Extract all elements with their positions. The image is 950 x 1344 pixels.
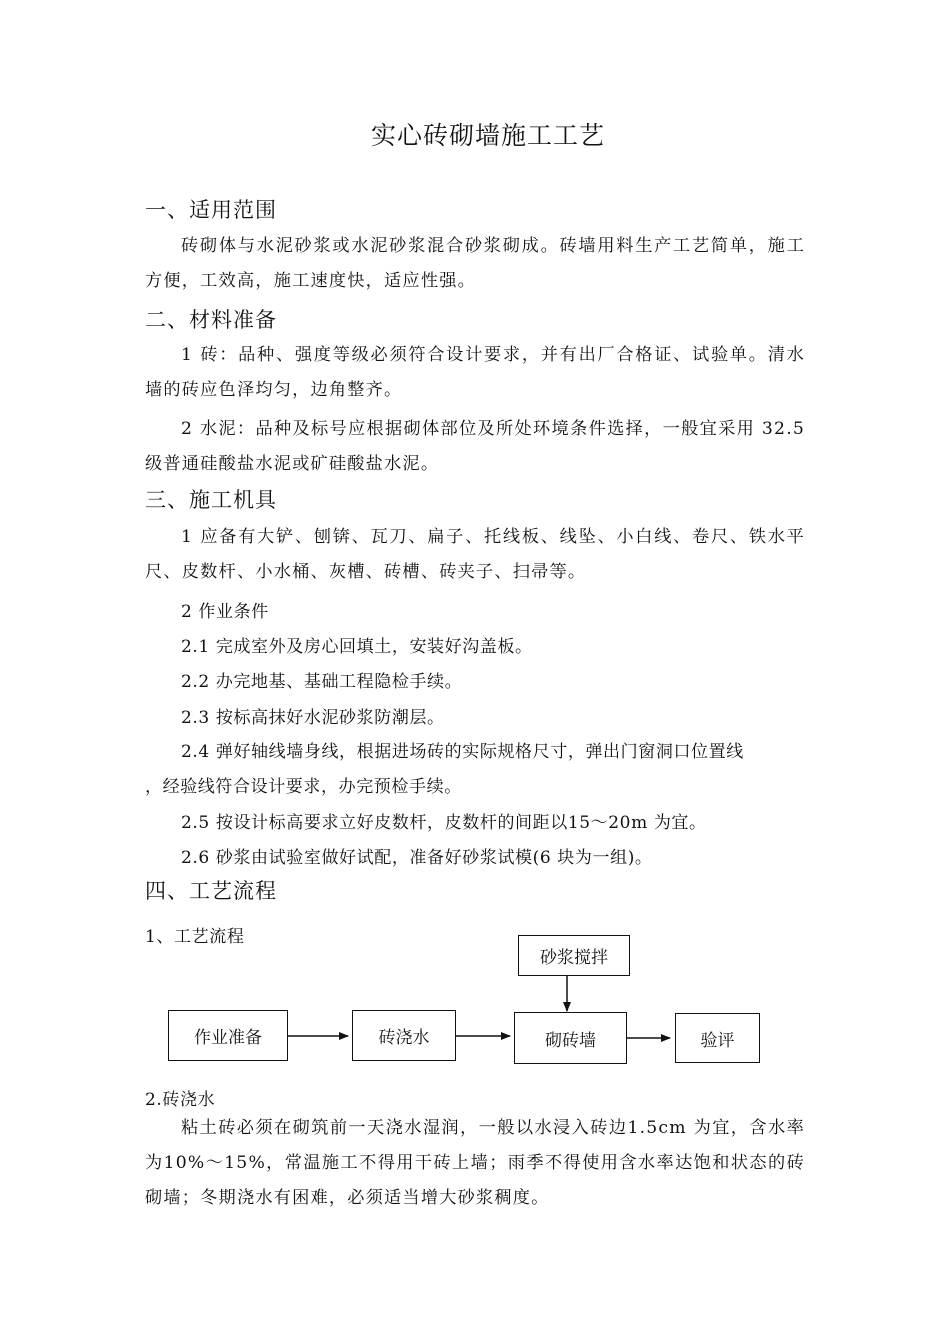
document-title: 实心砖砌墙施工工艺: [370, 121, 605, 150]
materials-cement-paragraph: 2 水泥：品种及标号应根据砌体部位及所处环境条件选择，一般宜采用 32.5 级普通硅酸盐水泥或矿硅酸盐水泥。: [145, 419, 805, 474]
condition-2-4-line2: ，经验线符合设计要求，办完预检手续。: [145, 777, 462, 797]
condition-2-6: 2.6 砂浆由试验室做好试配，准备好砂浆试模(6 块为一组)。: [181, 848, 653, 868]
flow-box-lay-bricks: 砌砖墙: [514, 1012, 627, 1064]
section-heading-scope: 一、适用范围: [145, 198, 277, 222]
section-heading-process: 四、工艺流程: [145, 879, 277, 903]
process-flow-subheading: 1、工艺流程: [145, 927, 245, 947]
condition-2-2: 2.2 办完地基、基础工程隐检手续。: [181, 672, 463, 692]
condition-2-1: 2.1 完成室外及房心回填土，安装好沟盖板。: [181, 637, 533, 657]
scope-paragraph: 砖砌体与水泥砂浆或水泥砂浆混合砂浆砌成。砖墙用料生产工艺简单，施工方便，工效高，施工速度快，适应性强。: [145, 236, 805, 291]
flow-box-evaluation: 验评: [675, 1013, 760, 1063]
water-bricks-subheading: 2.砖浇水: [145, 1090, 216, 1110]
flow-box-mortar-mixing: 砂浆搅拌: [518, 935, 630, 976]
tools-paragraph: 1 应备有大铲、刨锛、瓦刀、扁子、托线板、线坠、小白线、卷尺、铁水平尺、皮数杆、小水桶、灰槽、砖槽、砖夹子、扫帚等。: [145, 527, 805, 582]
water-bricks-paragraph: 粘土砖必须在砌筑前一天浇水湿润，一般以水浸入砖边1.5cm 为宜，含水率为10%～15%，常温施工不得用干砖上墙；雨季不得使用含水率达饱和状态的砖砌墙；冬期浇水有困难，必须适当增大砂浆稠度。: [145, 1118, 805, 1208]
work-conditions-line: 2 作业条件: [181, 602, 269, 622]
condition-2-4-line1: 2.4 弹好轴线墙身线，根据进场砖的实际规格尺寸，弹出门窗洞口位置线: [181, 742, 744, 762]
flow-box-preparation: 作业准备: [168, 1010, 288, 1061]
flow-box-water-bricks: 砖浇水: [352, 1010, 456, 1061]
condition-2-5: 2.5 按设计标高要求立好皮数杆，皮数杆的间距以15～20m 为宜。: [181, 813, 707, 833]
section-heading-materials: 二、材料准备: [145, 308, 277, 332]
condition-2-3: 2.3 按标高抹好水泥砂浆防潮层。: [181, 708, 445, 728]
materials-brick-paragraph: 1 砖：品种、强度等级必须符合设计要求，并有出厂合格证、试验单。清水墙的砖应色泽均匀，边角整齐。: [145, 345, 805, 400]
section-heading-tools: 三、施工机具: [145, 488, 277, 512]
